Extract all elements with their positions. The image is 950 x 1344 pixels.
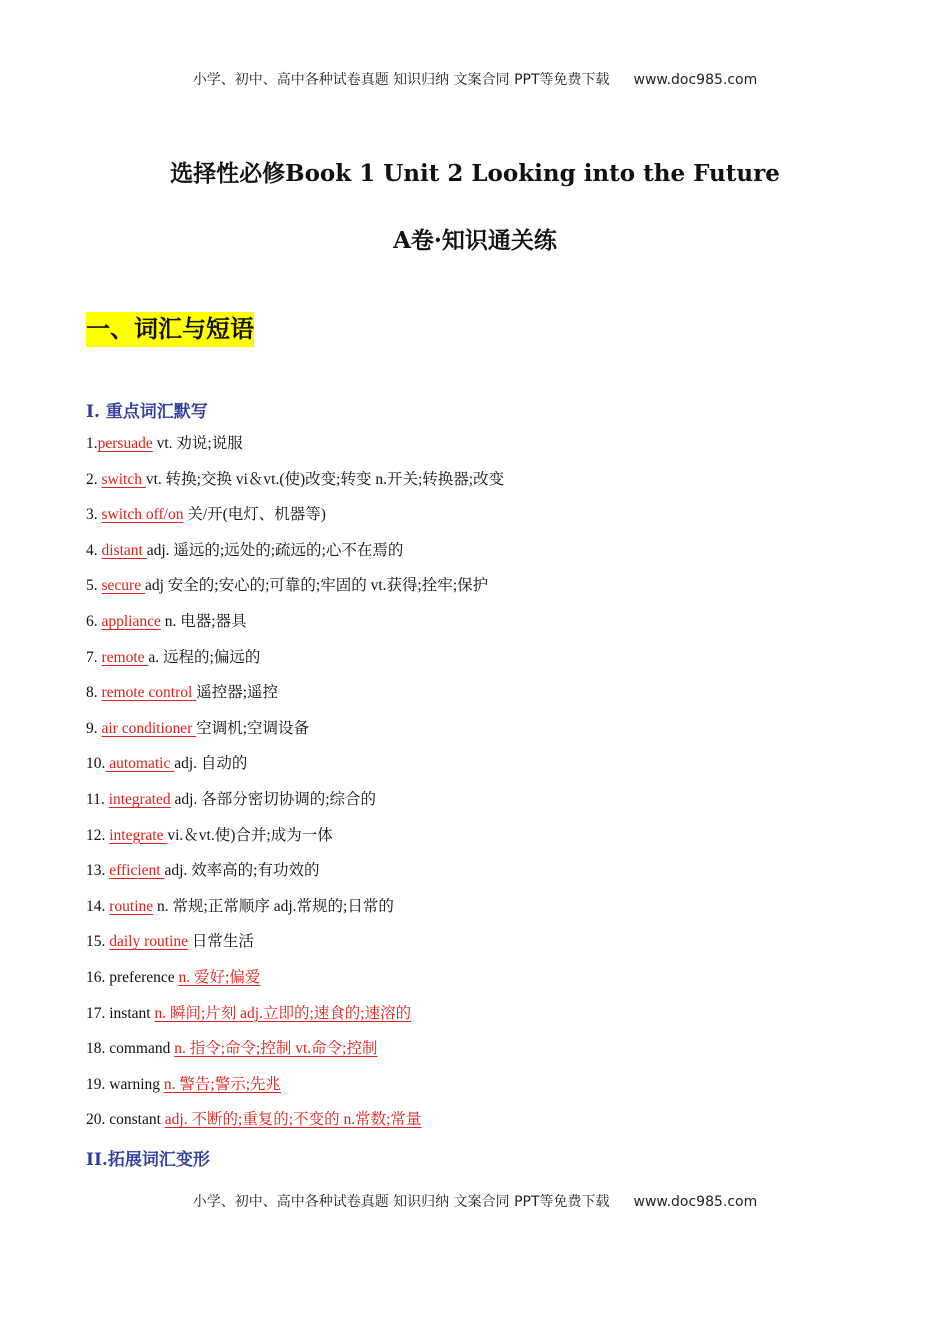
section-heading: 一、词汇与短语	[86, 312, 254, 347]
item-definition: 关/开(电灯、机器等)	[183, 506, 326, 524]
item-number: 16. preference	[86, 968, 179, 986]
item-answer: automatic	[105, 755, 175, 773]
item-definition: adj. 效率高的;有功效的	[164, 862, 320, 880]
item-definition: adj. 自动的	[174, 755, 248, 773]
item-answer: integrated	[108, 790, 171, 808]
item-definition: adj 安全的;安心的;可靠的;牢固的 vt.获得;拴牢;保护	[144, 577, 489, 595]
vocab-item	[86, 789, 886, 825]
vocab-item	[86, 753, 886, 789]
item-number: 6.	[86, 612, 102, 630]
header-text: 小学、初中、高中各种试卷真题 知识归纳 文案合同 PPT等免费下载	[192, 72, 610, 88]
item-number: 8.	[86, 684, 102, 702]
item-answer: air conditioner	[101, 719, 197, 737]
item-answer: adj. 不断的;重复的;不变的 n.常数;常量	[164, 1111, 422, 1129]
item-answer: switch off/on	[101, 506, 184, 524]
item-answer: n. 警告;警示;先兆	[163, 1075, 282, 1093]
vocab-item	[86, 1003, 886, 1039]
item-definition: 空调机;空调设备	[196, 719, 310, 737]
item-answer: persuade	[97, 435, 153, 452]
item-number: 1.	[86, 435, 98, 452]
vocab-item	[86, 718, 886, 754]
item-definition: vt. 转换;交换 vi＆vt.(使)改变;转变 n.开关;转换器;改变	[145, 470, 505, 488]
item-definition: vi.＆vt.使)合并;成为一体	[167, 826, 333, 844]
item-definition: vt. 劝说;说服	[152, 435, 243, 452]
vocab-item	[86, 433, 886, 469]
vocab-item	[86, 1038, 886, 1074]
vocab-list	[86, 433, 886, 1145]
vocab-item	[86, 611, 886, 647]
item-answer: integrate	[109, 826, 168, 844]
document-title: 选择性必修Book 1 Unit 2 Looking into the Future	[170, 160, 780, 187]
item-number: 2.	[86, 470, 102, 488]
page-header	[0, 69, 950, 89]
item-answer: n. 指令;命令;控制 vt.命令;控制	[174, 1040, 378, 1058]
vocab-item	[86, 682, 886, 718]
vocab-item	[86, 1074, 886, 1110]
page-footer	[0, 1191, 950, 1211]
item-number: 19. warning	[86, 1075, 164, 1093]
header-site-link[interactable]: www.doc985.com	[633, 72, 758, 88]
item-number: 11.	[86, 790, 109, 808]
item-answer: secure	[101, 577, 145, 595]
item-answer: distant	[101, 541, 147, 559]
item-definition: n. 常规;正常顺序 adj.常规的;日常的	[153, 897, 394, 915]
part1-heading: I. 重点词汇默写	[86, 402, 208, 422]
part2-heading: II.拓展词汇变形	[86, 1150, 210, 1170]
item-number: 13.	[86, 862, 110, 880]
item-number: 4.	[86, 541, 102, 559]
footer-text: 小学、初中、高中各种试卷真题 知识归纳 文案合同 PPT等免费下载	[192, 1194, 610, 1210]
vocab-item	[86, 1109, 886, 1145]
item-answer: n. 爱好;偏爱	[178, 968, 261, 986]
item-number: 17. instant	[86, 1004, 155, 1022]
item-definition: a. 远程的;偏远的	[148, 648, 261, 666]
item-number: 10.	[86, 755, 106, 773]
document-subtitle: A卷·知识通关练	[393, 227, 557, 254]
vocab-item	[86, 469, 886, 505]
item-number: 3.	[86, 506, 102, 524]
item-definition: adj. 遥远的;远处的;疏远的;心不在焉的	[146, 541, 404, 559]
item-answer: switch	[101, 470, 146, 488]
item-number: 18. command	[86, 1040, 175, 1058]
vocab-item	[86, 931, 886, 967]
item-number: 5.	[86, 577, 102, 595]
item-answer: appliance	[101, 612, 161, 630]
vocab-item	[86, 540, 886, 576]
vocab-item	[86, 504, 886, 540]
item-number: 9.	[86, 719, 102, 737]
vocab-item	[86, 825, 886, 861]
vocab-item	[86, 896, 886, 932]
item-answer: routine	[109, 897, 154, 915]
item-definition: adj. 各部分密切协调的;综合的	[170, 790, 377, 808]
item-number: 7.	[86, 648, 102, 666]
vocab-item	[86, 967, 886, 1003]
item-number: 20. constant	[86, 1111, 165, 1129]
item-number: 12.	[86, 826, 110, 844]
item-answer: efficient	[109, 862, 165, 880]
item-answer: n. 瞬间;片刻 adj.立即的;速食的;速溶的	[154, 1004, 412, 1022]
vocab-item	[86, 647, 886, 683]
item-answer: remote	[101, 648, 149, 666]
item-number: 15.	[86, 933, 110, 951]
item-number: 14.	[86, 897, 110, 915]
vocab-item	[86, 575, 886, 611]
item-definition: 遥控器;遥控	[196, 684, 279, 702]
item-definition: 日常生活	[188, 933, 254, 951]
item-answer: remote control	[101, 684, 197, 702]
item-definition: n. 电器;器具	[160, 612, 247, 630]
footer-site-link[interactable]: www.doc985.com	[633, 1194, 758, 1210]
vocab-item	[86, 860, 886, 896]
item-answer: daily routine	[109, 933, 189, 951]
